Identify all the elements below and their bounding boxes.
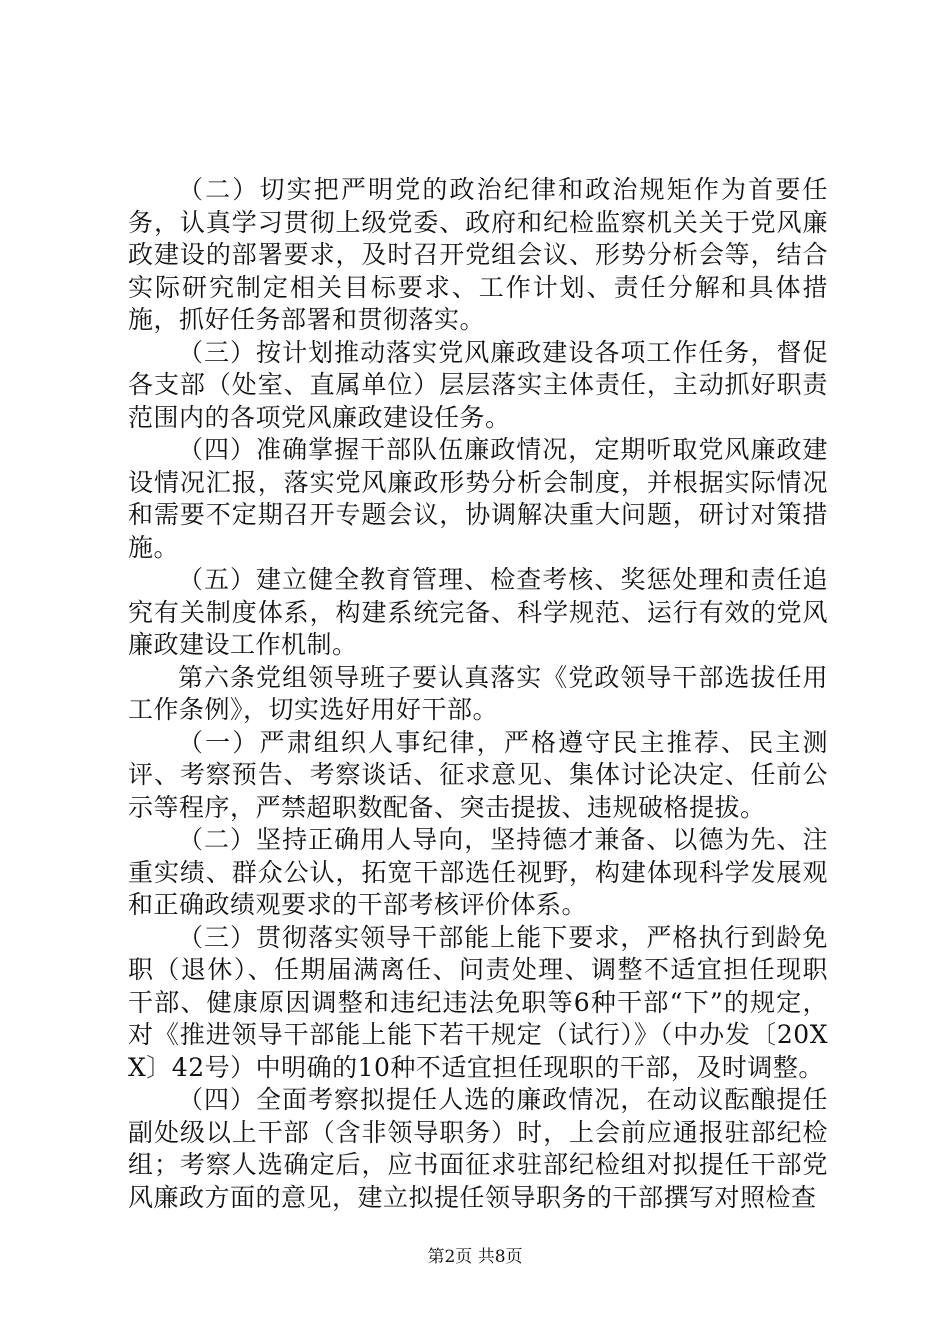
page-number-footer: 第2页 共8页 [427, 1247, 523, 1267]
paragraph: （二）切实把严明党的政治纪律和政治规矩作为首要任务，认真学习贯彻上级党委、政府和纪检监察机关关于党风廉政建设的部署要求，及时召开党组会议、形势分析会等，结合实际研究制定相关目标要求、工作计划、责任分解和具体措施，抓好任务部署和贯彻落实。 [128, 175, 828, 334]
paragraph: （四）准确掌握干部队伍廉政情况，定期听取党风廉政建设情况汇报，落实党风廉政形势分析会制度，并根据实际情况和需要不定期召开专题会议，协调解决重大问题，研讨对策措施。 [128, 435, 828, 562]
paragraph: （一）严肃组织人事纪律，严格遵守民主推荐、民主测评、考察预告、考察谈话、征求意见、集体讨论决定、任前公示等程序，严禁超职数配备、突击提拔、违规破格提拔。 [128, 727, 828, 822]
paragraph: 第六条党组领导班子要认真落实《党政领导干部选拔任用工作条例》，切实选好用好干部。 [128, 662, 828, 724]
paragraph: （五）建立健全教育管理、检查考核、奖惩处理和责任追究有关制度体系，构建系统完备、科学规范、运行有效的党风廉政建设工作机制。 [128, 565, 828, 659]
paragraph: （四）全面考察拟提任人选的廉政情况，在动议酝酿提任副处级以上干部（含非领导职务）时，上会前应通报驻部纪检组；考察人选确定后，应书面征求驻部纪检组对拟提任干部党风廉政方面的意见，建立拟提任领导职务的干部撰写对照检查 [128, 1085, 828, 1212]
paragraph: （二）坚持正确用人导向，坚持德才兼备、以德为先、注重实绩、群众公认，拓宽干部选任视野，构建体现科学发展观和正确政绩观要求的干部考核评价体系。 [128, 825, 828, 919]
document-body [128, 174, 828, 1214]
paragraph: （三）按计划推动落实党风廉政建设各项工作任务，督促各支部（处室、直属单位）层层落实主体责任，主动抓好职责范围内的各项党风廉政建设任务。 [128, 337, 828, 432]
paragraph: （三）贯彻落实领导干部能上能下要求，严格执行到龄免职（退休）、任期届满离任、问责处理、调整不适宜担任现职干部、健康原因调整和违纪违法免职等6种干部“下”的规定，对《推进领导干部能上能下若干规定（试行）》（中办发〔20XX〕42号）中明确的10种不适宜担任现职的干部，及时调整。 [128, 922, 828, 1082]
